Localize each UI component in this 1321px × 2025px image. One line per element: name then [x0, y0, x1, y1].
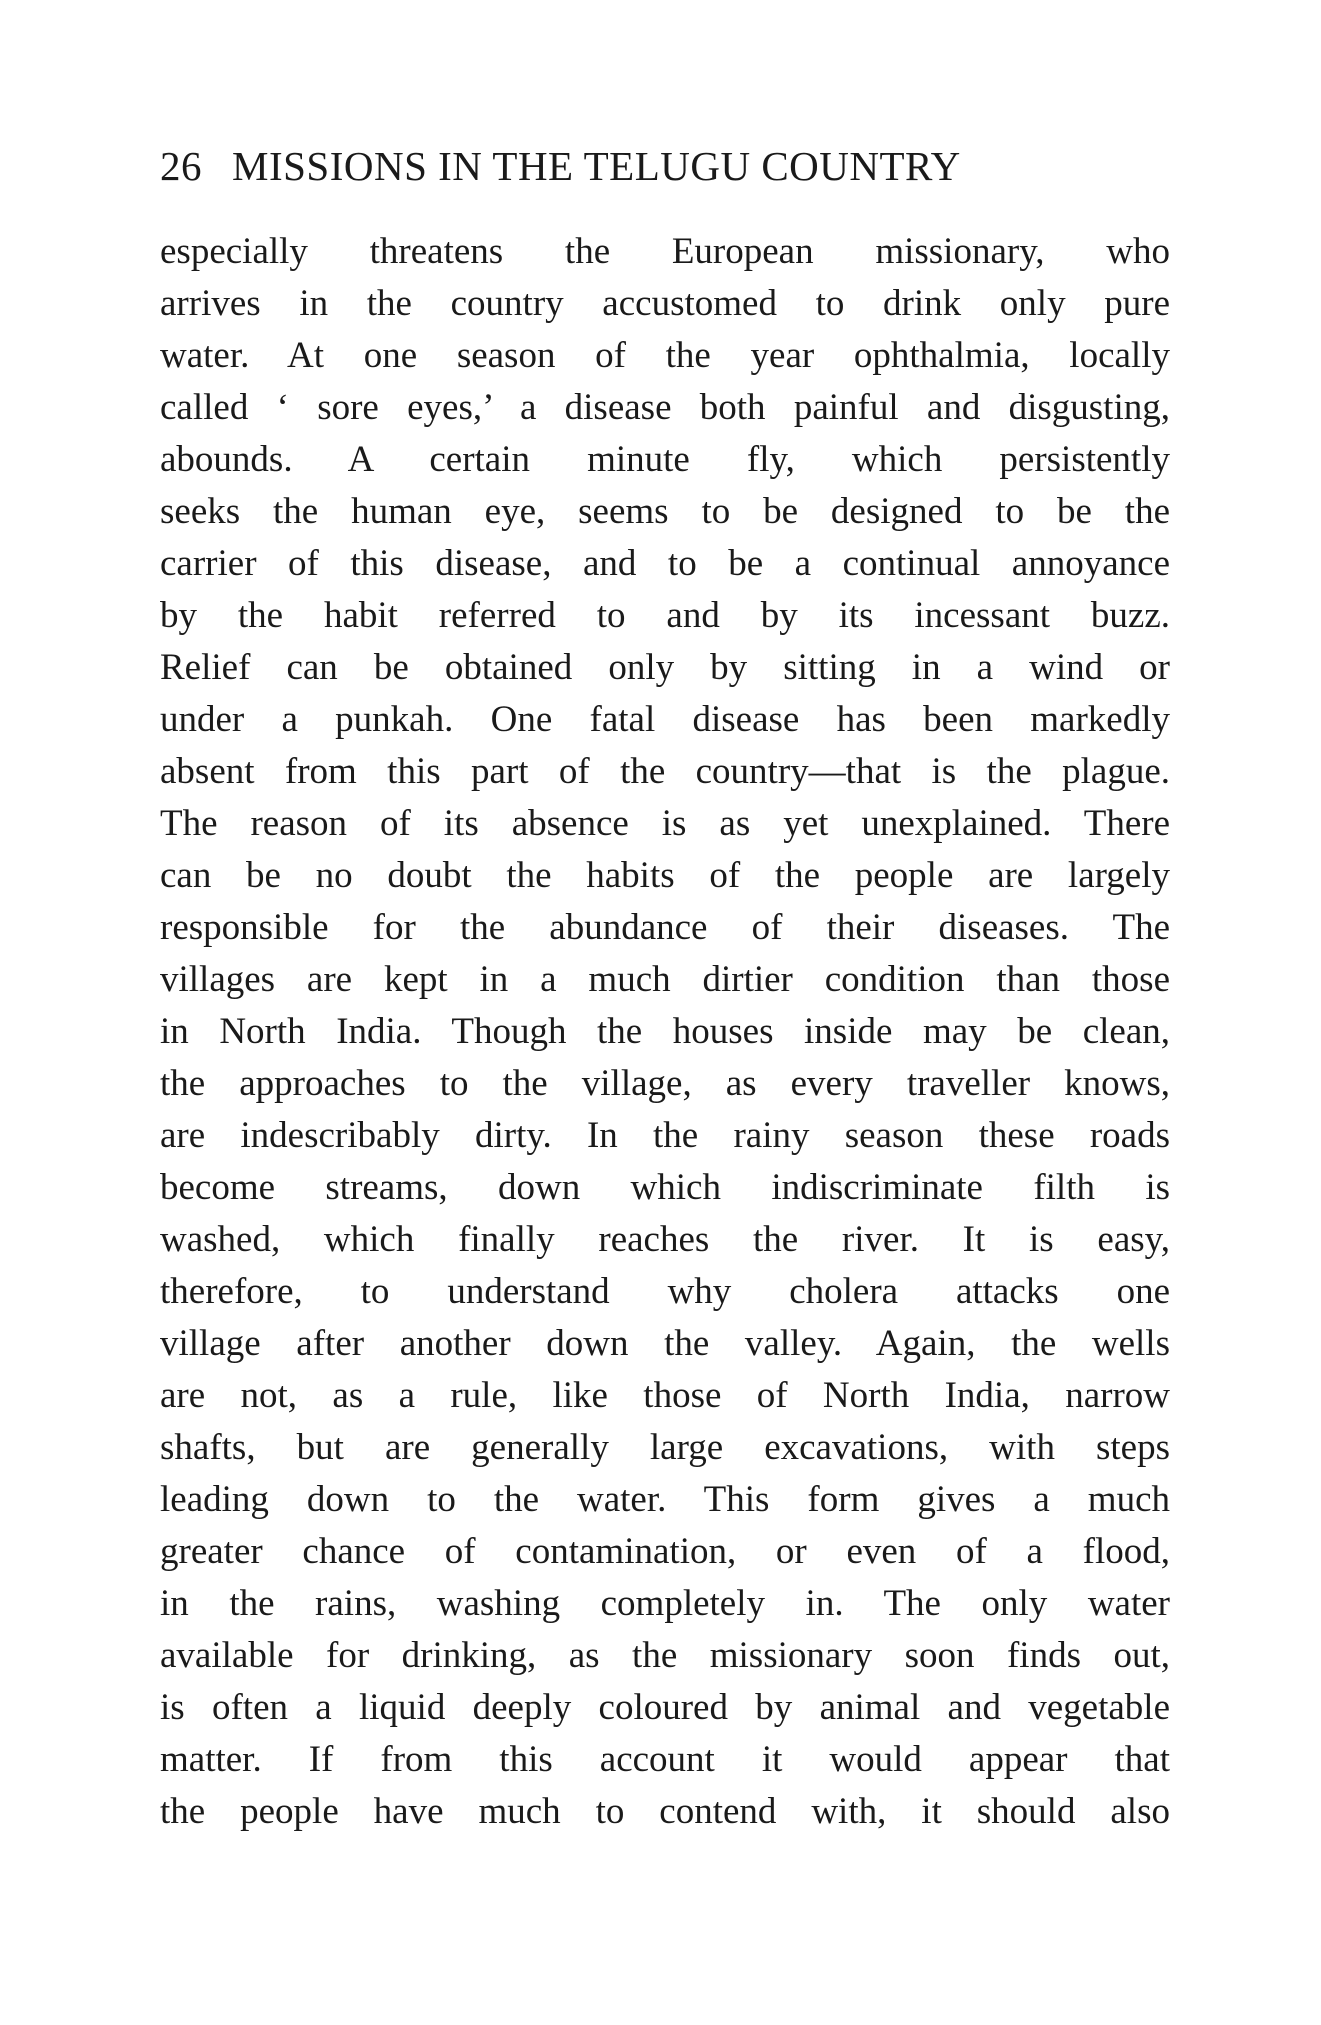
text-line: shafts, but are generally large excavations, with steps [160, 1427, 1170, 1468]
text-line: become streams, down which indiscriminate filth is [160, 1167, 1170, 1208]
text-line: by the habit referred to and by its incessant buzz. [160, 595, 1170, 636]
text-line: abounds. A certain minute fly, which persistently [160, 439, 1170, 480]
text-line: can be no doubt the habits of the people are largely [160, 855, 1170, 896]
text-line: greater chance of contamination, or even of a flood, [160, 1531, 1170, 1572]
text-line: The reason of its absence is as yet unexplained. There [160, 803, 1170, 844]
text-line: absent from this part of the country—that is the plague. [160, 751, 1170, 792]
text-line: village after another down the valley. Again, the wells [160, 1323, 1170, 1364]
text-line: especially threatens the European missionary, who [160, 231, 1170, 272]
text-line: are not, as a rule, like those of North India, narrow [160, 1375, 1170, 1416]
text-line: in the rains, washing completely in. The only water [160, 1583, 1170, 1624]
text-line: available for drinking, as the missionary soon finds out, [160, 1635, 1170, 1676]
text-line: water. At one season of the year ophthalmia, locally [160, 335, 1170, 376]
text-line: the approaches to the village, as every traveller knows, [160, 1063, 1170, 1104]
text-line: seeks the human eye, seems to be designed to be the [160, 491, 1170, 532]
text-line: villages are kept in a much dirtier condition than those [160, 959, 1170, 1000]
text-line: Relief can be obtained only by sitting in a wind or [160, 647, 1170, 688]
text-line: in North India. Though the houses inside may be clean, [160, 1011, 1170, 1052]
body-text [160, 226, 1170, 1838]
text-line: washed, which finally reaches the river. It is easy, [160, 1219, 1170, 1260]
running-title: MISSIONS IN THE TELUGU COUNTRY [232, 143, 961, 189]
text-line: arrives in the country accustomed to drink only pure [160, 283, 1170, 324]
text-line: are indescribably dirty. In the rainy season these roads [160, 1115, 1170, 1156]
text-line: carrier of this disease, and to be a continual annoyance [160, 543, 1170, 584]
running-head [160, 142, 1120, 190]
text-line: responsible for the abundance of their diseases. The [160, 907, 1170, 948]
text-line: therefore, to understand why cholera attacks one [160, 1271, 1170, 1312]
text-line: under a punkah. One fatal disease has been markedly [160, 699, 1170, 740]
text-line: called ‘ sore eyes,’ a disease both painful and disgusting, [160, 387, 1170, 428]
text-line: matter. If from this account it would appear that [160, 1739, 1170, 1780]
text-line: is often a liquid deeply coloured by animal and vegetable [160, 1687, 1170, 1728]
text-line: leading down to the water. This form gives a much [160, 1479, 1170, 1520]
text-line: the people have much to contend with, it should also [160, 1791, 1170, 1832]
page-number: 26 [160, 143, 202, 189]
